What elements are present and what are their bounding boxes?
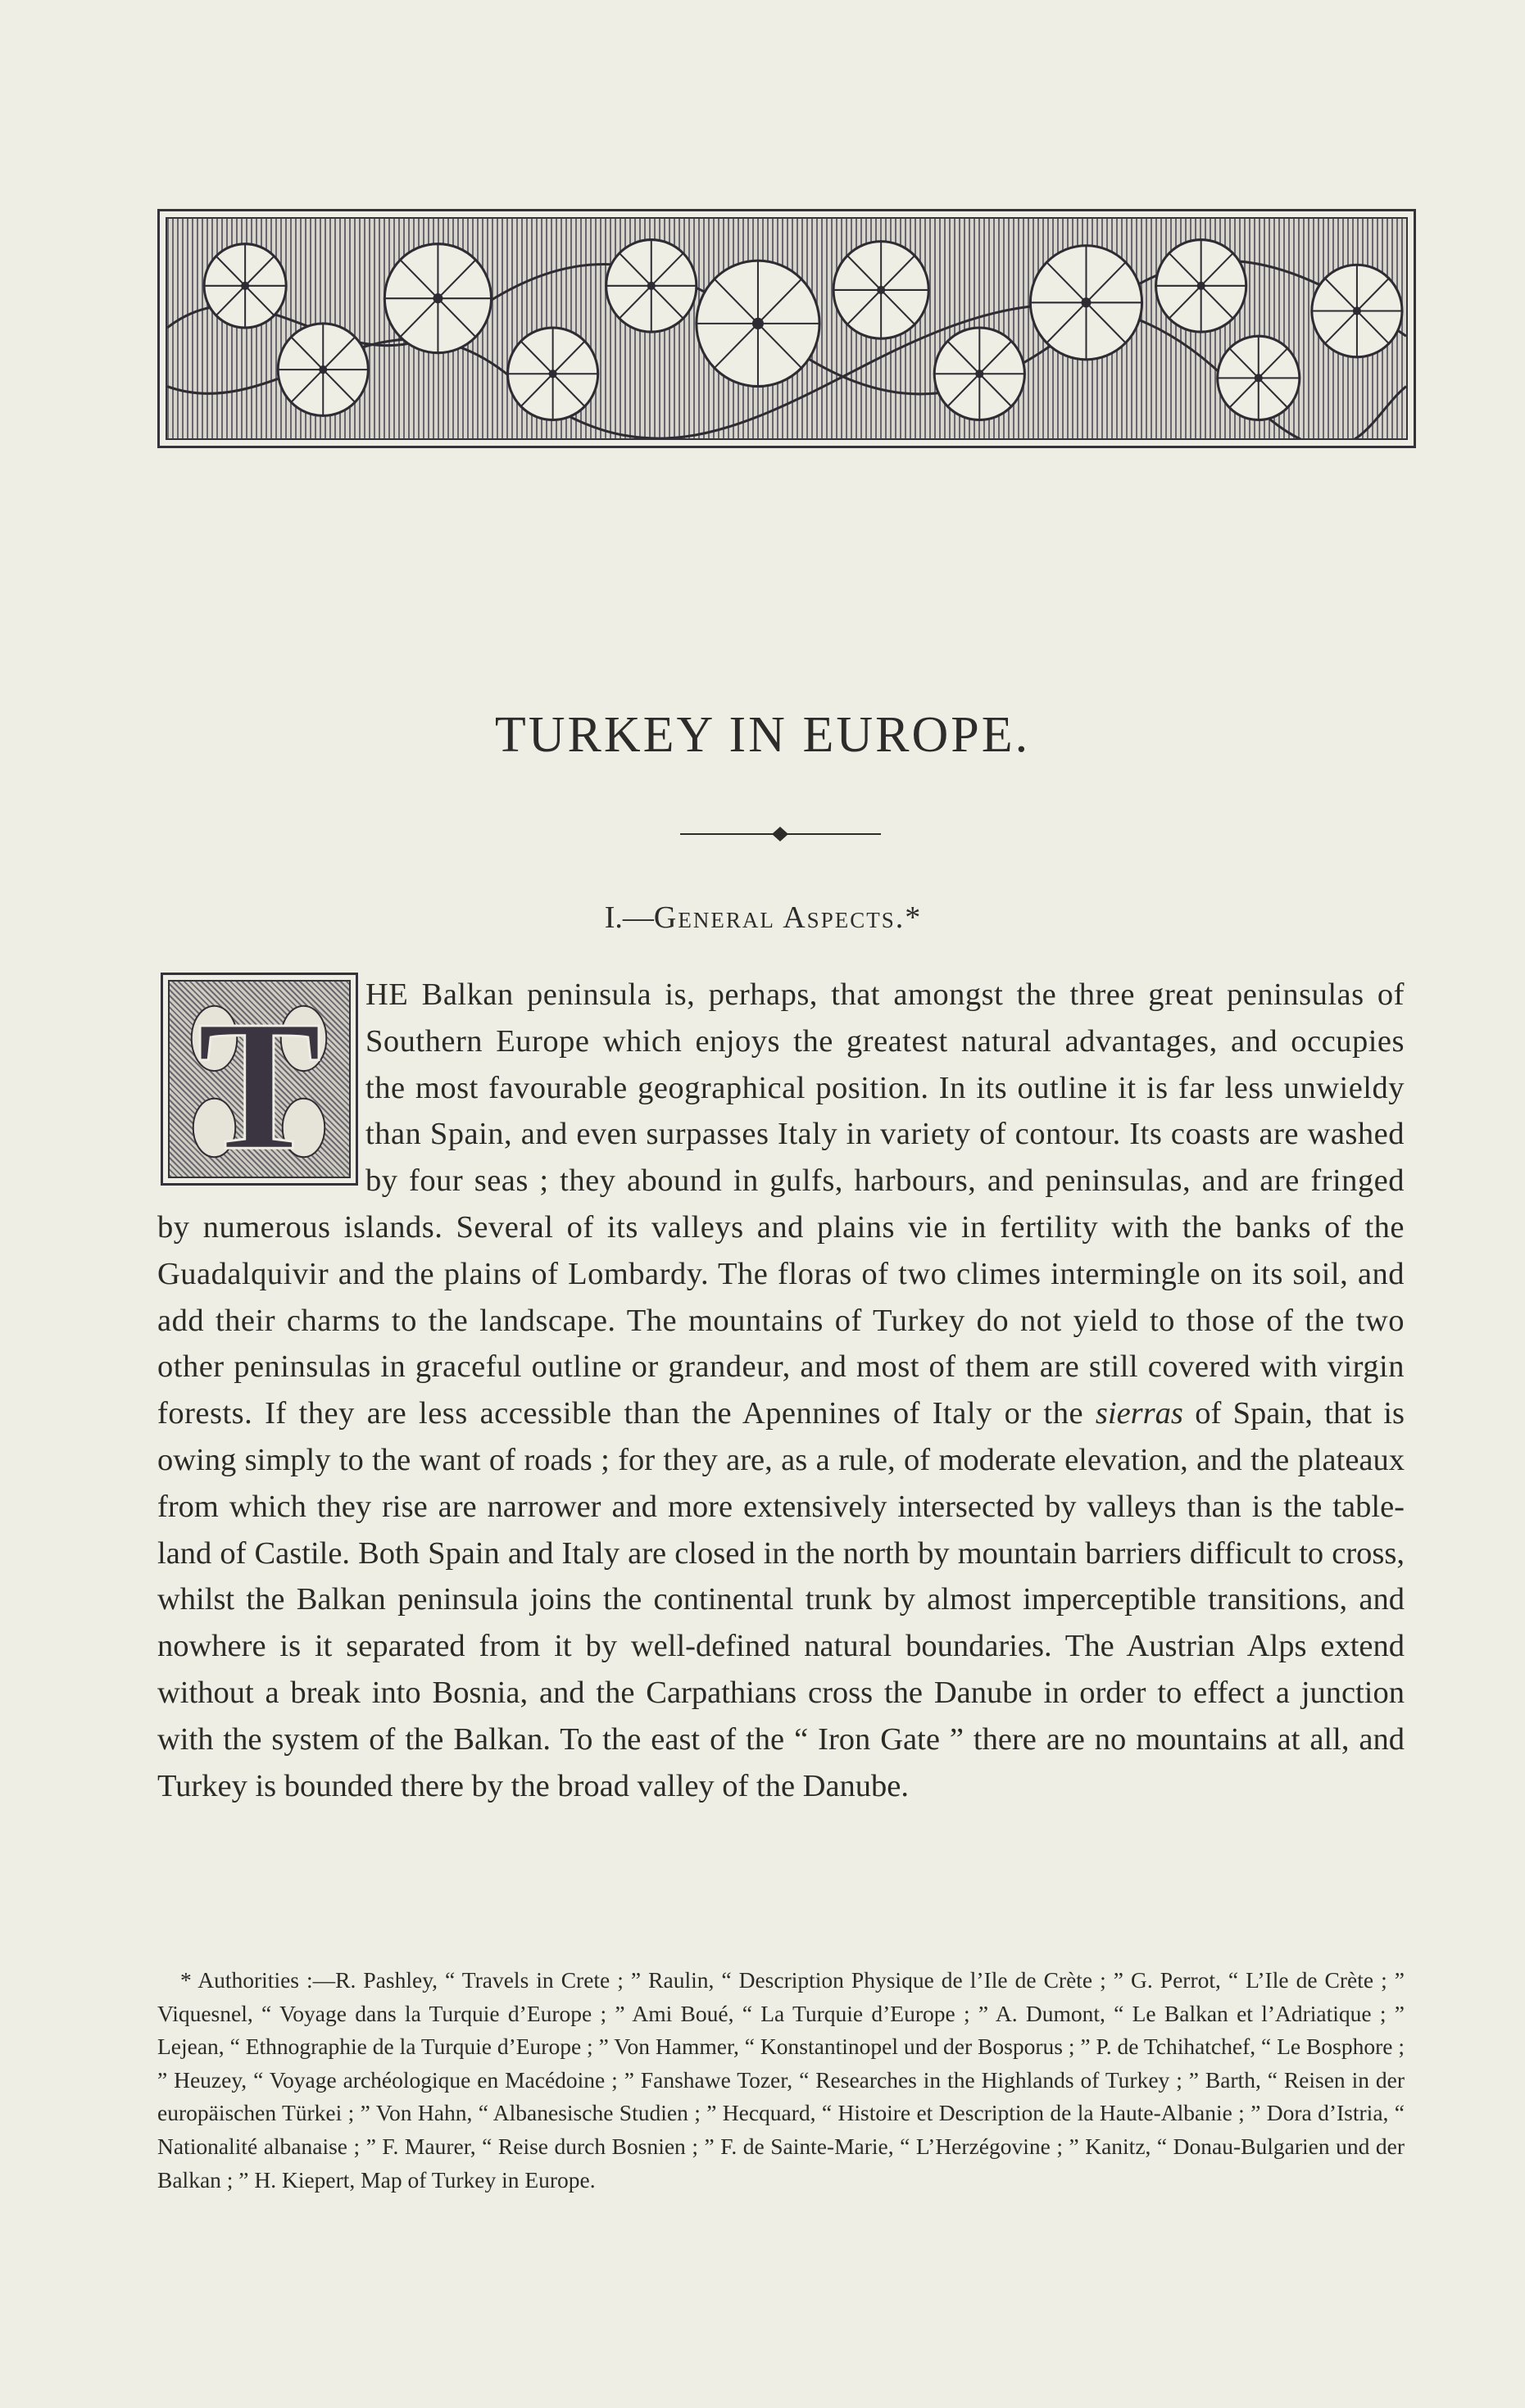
body-text-italic: sierras [1095,1396,1183,1431]
body-text-lead: HE Balkan peninsula is, perhaps, that amongst the three great peninsulas of Southern Europe which enjoys the greatest natural advantages, and occupies the most favourable geographical position. In its outline it is far less unwieldy than Spain, and even surpasses Italy in variety of contour. Its coasts are washed by four seas ; they abound in gulfs, harbours, and peninsulas, and are fringed by numerous islands. Several of its valleys and plains vie in fertility with the banks of the Guadalquivir and the plains of Lombardy. The floras of two climes intermingle on its soil, and add their charms to the landscape. The mountains of Turkey do not yield to those of the two other peninsulas in graceful outline or grandeur, and most of them are still covered with virgin forests. If they are less accessible than the Apennines of Italy or the [157,977,1405,1431]
dropcap-letter: T [197,982,322,1177]
section-heading-text: General Aspects. [653,900,905,935]
floral-vine-illustration [167,219,1406,438]
body-paragraph [157,972,1405,1809]
diamond-rule-ornament [680,822,881,846]
section-heading [0,900,1525,936]
footnote-marker: * [905,900,921,935]
footnote-authorities: * Authorities :—R. Pashley, “ Travels in Crete ; ” Raulin, “ Description Physique de l’Ile de Crète ; ” G. Perrot, “ L’Ile de Crète ; ” Viquesnel, “ Voyage dans la Turquie d’Europe ; ” Ami Boué, “ La Turquie d’Europe ; ” A. Dumont, “ Le Balkan et l’Adriatique ; ” Lejean, “ Ethnographie de la Turquie d’Europe ; ” Von Hammer, “ Konstantinopel und der Bosporus ; ” P. de Tchihatchef, “ Le Bosphore ; ” Heuzey, “ Voyage archéologique en Macédoine ; ” Fanshawe Tozer, “ Researches in the Highlands of Turkey ; ” Barth, “ Reisen in der europäischen Türkei ; ” Von Hahn, “ Albanesische Studien ; ” Hecquard, “ Histoire et Description de la Haute-Albanie ; ” Dora d’Istria, “ Nationalité albanaise ; ” F. Maurer, “ Reise durch Bosnien ; ” F. de Sainte-Marie, “ L’Herzégovine ; ” Kanitz, “ Donau-Bulgarien und der Balkan ; ” H. Kiepert, Map of Turkey in Europe. [157,1967,1405,2193]
floral-header-ornament [157,209,1416,448]
dropcap-space [157,972,365,1203]
section-number: I.— [604,900,654,935]
body-text-rest: of Spain, that is owing simply to the want of roads ; for they are, as a rule, of moderate elevation, and the plateaux from which they rise are narrower and more extensively intersected by valleys than is the table-land of Castile. Both Spain and Italy are closed in the north by mountain barriers difficult to cross, whilst the Balkan peninsula joins the continental trunk by almost imperceptible transitions, and nowhere is it separated from it by well-defined natural boundaries. The Austrian Alps extend without a break into Bosnia, and the Carpathians cross the Danube in order to effect a junction with the system of the Balkan. To the east of the “ Iron Gate ” there are no mountains at all, and Turkey is bounded there by the broad valley of the Danube. [157,1396,1405,1803]
chapter-title: TURKEY IN EUROPE. [494,707,1031,763]
